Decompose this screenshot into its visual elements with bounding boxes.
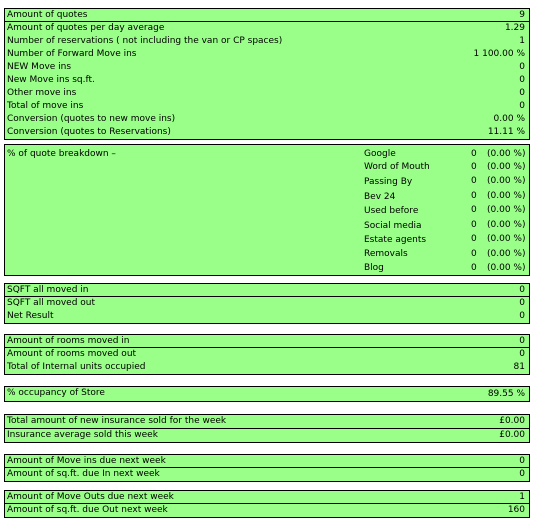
- breakdown-count: 0: [471, 176, 477, 186]
- row-net-result: [4, 310, 530, 324]
- breakdown-source: Blog: [364, 263, 384, 273]
- row-value: 0: [519, 75, 525, 85]
- row-label: Amount of quotes: [7, 10, 88, 20]
- row-occupancy: [4, 386, 530, 402]
- breakdown-count: 0: [471, 149, 477, 159]
- row-reservations: [4, 35, 530, 49]
- row-label: Insurance average sold this week: [7, 430, 158, 440]
- row-value: 0: [519, 62, 525, 72]
- row-label: Net Result: [7, 311, 54, 321]
- row-value: 0: [519, 88, 525, 98]
- row-label: Other move ins: [7, 88, 77, 98]
- row-label: Amount of quotes per day average: [7, 23, 165, 33]
- row-value: 0: [519, 456, 525, 466]
- breakdown-label: % of quote breakdown –: [7, 149, 116, 159]
- breakdown-percent: (0.00 %): [487, 205, 526, 215]
- row-label: Amount of Move Outs due next week: [7, 492, 174, 502]
- row-other-move-ins: [4, 87, 530, 101]
- row-value: 0: [519, 101, 525, 111]
- breakdown-count: 0: [471, 234, 477, 244]
- row-label: Amount of rooms moved out: [7, 349, 137, 359]
- breakdown-percent: (0.00 %): [487, 220, 526, 230]
- quote-breakdown-section: [4, 144, 530, 276]
- row-value: 0: [519, 336, 525, 346]
- row-conversion-reservations: [4, 126, 530, 140]
- row-value: 0: [519, 469, 525, 479]
- row-value: 0.00 %: [493, 114, 525, 124]
- breakdown-count: 0: [471, 249, 477, 259]
- breakdown-source: Bev 24: [364, 192, 396, 202]
- row-label: SQFT all moved in: [7, 285, 89, 295]
- row-value: 89.55 %: [487, 389, 525, 399]
- breakdown-percent: (0.00 %): [487, 263, 526, 273]
- row-forward-move-ins: [4, 48, 530, 62]
- row-label: Conversion (quotes to Reservations): [7, 127, 171, 137]
- breakdown-count: 0: [471, 220, 477, 230]
- breakdown-source: Social media: [364, 221, 422, 231]
- row-label: Amount of rooms moved in: [7, 336, 130, 346]
- breakdown-count: 0: [471, 191, 477, 201]
- row-quotes-per-day: [4, 22, 530, 36]
- breakdown-source: Used before: [364, 206, 419, 216]
- row-move-outs-due: [4, 490, 530, 504]
- row-label: Conversion (quotes to new move ins): [7, 114, 176, 124]
- row-value: £0.00: [499, 416, 525, 426]
- row-label: SQFT all moved out: [7, 298, 96, 308]
- breakdown-percent: (0.00 %): [487, 149, 526, 159]
- row-value: 0: [519, 311, 525, 321]
- breakdown-percent: (0.00 %): [487, 162, 526, 172]
- row-sqft-moved-out: [4, 297, 530, 311]
- row-insurance-average: [4, 429, 530, 443]
- row-label: Number of reservations ( not including the van or CP spaces): [7, 36, 283, 46]
- row-label: Amount of Move ins due next week: [7, 456, 166, 466]
- row-internal-units-occupied: [4, 361, 530, 375]
- row-value: 0: [519, 285, 525, 295]
- breakdown-count: 0: [471, 205, 477, 215]
- row-sqft-due-in: [4, 468, 530, 482]
- breakdown-source: Removals: [364, 249, 408, 259]
- row-total-move-ins: [4, 100, 530, 114]
- breakdown-percent: (0.00 %): [487, 191, 526, 201]
- row-sqft-moved-in: [4, 283, 530, 297]
- breakdown-percent: (0.00 %): [487, 176, 526, 186]
- breakdown-percent: (0.00 %): [487, 249, 526, 259]
- row-sqft-due-out: [4, 504, 530, 518]
- breakdown-percent: (0.00 %): [487, 234, 526, 244]
- row-value: 1 100.00 %: [473, 49, 525, 59]
- row-label: Number of Forward Move ins: [7, 49, 137, 59]
- row-move-ins-due: [4, 454, 530, 468]
- row-value: 9: [519, 10, 525, 20]
- row-value: 81: [513, 362, 525, 372]
- row-label: Total of move ins: [7, 101, 84, 111]
- row-value: 1.29: [504, 23, 525, 33]
- row-label: Amount of sq.ft. due Out next week: [7, 505, 168, 515]
- row-new-move-ins-sqft: [4, 74, 530, 88]
- row-label: NEW Move ins: [7, 62, 72, 72]
- row-label: % occupancy of Store: [7, 388, 105, 398]
- row-value: 11.11 %: [487, 127, 525, 137]
- row-value: £0.00: [499, 430, 525, 440]
- breakdown-source: Google: [364, 149, 396, 159]
- row-rooms-moved-out: [4, 348, 530, 362]
- breakdown-count: 0: [471, 162, 477, 172]
- row-label: Total amount of new insurance sold for the week: [7, 416, 227, 426]
- breakdown-source: Passing By: [364, 177, 413, 187]
- row-label: New Move ins sq.ft.: [7, 75, 95, 85]
- breakdown-source: Word of Mouth: [364, 162, 430, 172]
- row-value: 160: [507, 505, 525, 515]
- row-conversion-move-ins: [4, 113, 530, 127]
- row-value: 1: [519, 36, 525, 46]
- row-value: 0: [519, 349, 525, 359]
- breakdown-source: Estate agents: [364, 235, 427, 245]
- breakdown-count: 0: [471, 263, 477, 273]
- row-value: 1: [519, 492, 525, 502]
- row-label: Total of Internal units occupied: [7, 362, 146, 372]
- row-amount-of-quotes: [4, 8, 530, 22]
- row-rooms-moved-in: [4, 334, 530, 348]
- row-value: 0: [519, 298, 525, 308]
- row-new-move-ins: [4, 61, 530, 75]
- row-label: Amount of sq.ft. due In next week: [7, 469, 160, 479]
- row-new-insurance-sold: [4, 414, 530, 429]
